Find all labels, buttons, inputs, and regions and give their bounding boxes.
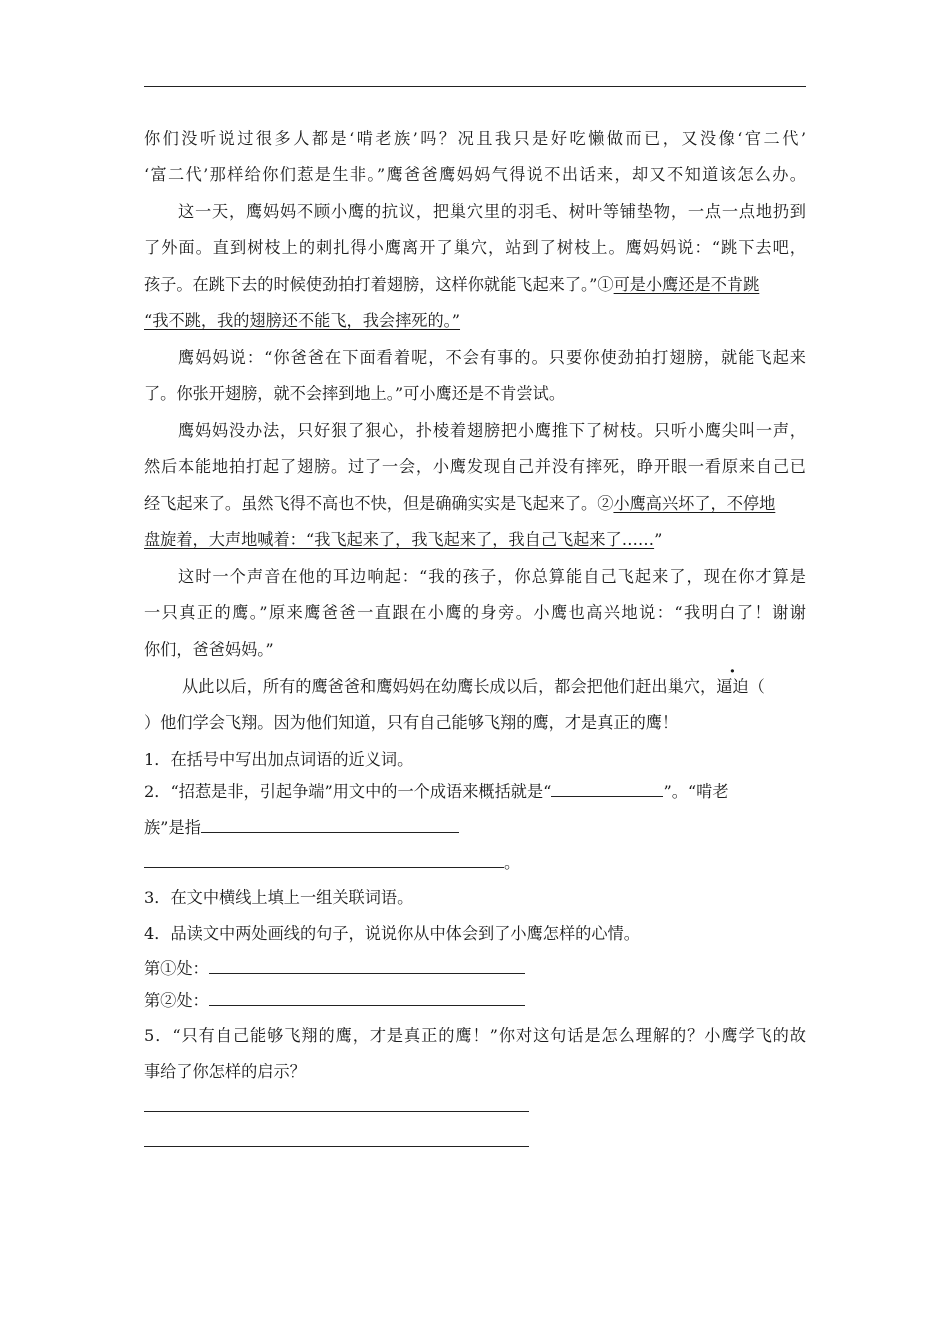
question-text: 2．“招惹是非，引起争端”用文中的一个成语来概括就是“ [144,782,552,801]
header-rule [144,86,806,87]
passage-line: 鹰妈妈说：“你爸爸在下面看着呢，不会有事的。只要你使劲拍打翅膀，就能飞起来 [178,348,806,367]
question-1: 1．在括号中写出加点词语的近义词。 [144,750,414,769]
question-2-cont [144,852,806,874]
passage-line: 你们没听说过很多人都是‘啃老族’吗？况且我只是好吃懒做而已，又没像‘官二代’ [144,129,806,148]
question-5: 5．“只有自己能够飞翔的鹰，才是真正的鹰！”你对这句话是怎么理解的？小鹰学飞的故 [144,1026,806,1045]
question-2-cont [144,817,806,839]
passage-line: 然后本能地拍打起了翅膀。过了一会，小鹰发现自己并没有摔死，睁开眼一看原来自己已 [144,457,806,476]
passage-line: 你们，爸爸妈妈。” [144,640,274,659]
question-5-answer [144,1131,806,1153]
answer-label: 第①处： [144,959,209,978]
answer-blank[interactable] [209,991,525,1006]
question-5-cont: 事给了你怎样的启示？ [144,1062,306,1081]
passage-text: 从此以后，所有的鹰爸爸和鹰妈妈在幼鹰长成以后，都会把他们赶出巢穴， [182,677,717,696]
passage-line: 这一天，鹰妈妈不顾小鹰的抗议，把巢穴里的羽毛、树叶等铺垫物，一点一点地扔到 [178,202,806,221]
question-4-answer-1 [144,958,806,980]
underlined-sentence-1: 可是小鹰还是不肯跳 [613,275,760,294]
underlined-sentence-1-cont: “我不跳，我的翅膀还不能飞，我会摔死的。” [144,311,461,330]
answer-blank[interactable] [551,782,663,797]
answer-blank[interactable] [144,1097,529,1112]
underlined-sentence-2-cont: 盘旋着，大声地喊着：“我飞起来了，我飞起来了，我自己飞起来了…… [144,530,655,549]
passage-text: ” [654,530,663,549]
question-3: 3．在文中横线上填上一组关联词语。 [144,888,414,907]
passage-line [144,274,806,296]
passage-line: ）他们学会飞翔。因为他们知道，只有自己能够飞翔的鹰，才是真正的鹰！ [144,713,679,732]
passage-line: 一只真正的鹰。”原来鹰爸爸一直跟在小鹰的身旁。小鹰也高兴地说：“我明白了！谢谢 [144,603,806,622]
passage-line: ‘富二代’那样给你们惹是生非。”鹰爸爸鹰妈妈气得说不出话来，却又不知道该怎么办。 [144,165,806,184]
answer-blank[interactable] [209,959,525,974]
passage-line: 这时一个声音在他的耳边响起：“我的孩子，你总算能自己飞起来了，现在你才算是 [178,567,806,586]
passage-line [144,310,806,332]
passage-line: 了。你张开翅膀，就不会摔到地上。”可小鹰还是不肯尝试。 [144,384,566,403]
question-text: 。 [504,853,521,872]
question-4-answer-2 [144,990,806,1012]
question-2 [144,781,806,803]
passage-text: 孩子。在跳下去的时候使劲拍打着翅膀，这样你就能飞起来了。”① [144,275,614,294]
underlined-sentence-2: 小鹰高兴坏了，不停地 [613,494,776,513]
question-4: 4．品读文中两处画线的句子，说说你从中体会到了小鹰怎样的心情。 [144,924,640,943]
passage-line [144,493,806,515]
answer-bracket-open: （ [748,677,765,696]
passage-line [144,529,806,551]
passage-line: 鹰妈妈没办法，只好狠了狠心，扑棱着翅膀把小鹰推下了树枝。只听小鹰尖叫一声， [178,421,806,440]
passage-text: 经飞起来了。虽然飞得不高也不快，但是确确实实是飞起来了。② [144,494,614,513]
passage-line [144,676,806,698]
answer-blank[interactable] [201,818,459,833]
dotted-word: 逼迫 [716,677,749,696]
question-5-answer [144,1096,806,1118]
question-text: ”。“啃老 [663,782,729,801]
answer-blank[interactable] [144,1132,529,1147]
question-text: 族”是指 [144,818,201,837]
passage-line: 了外面。直到树枝上的刺扎得小鹰离开了巢穴，站到了树枝上。鹰妈妈说：“跳下去吧， [144,238,806,257]
answer-blank[interactable] [144,853,504,868]
answer-label: 第②处： [144,991,209,1010]
